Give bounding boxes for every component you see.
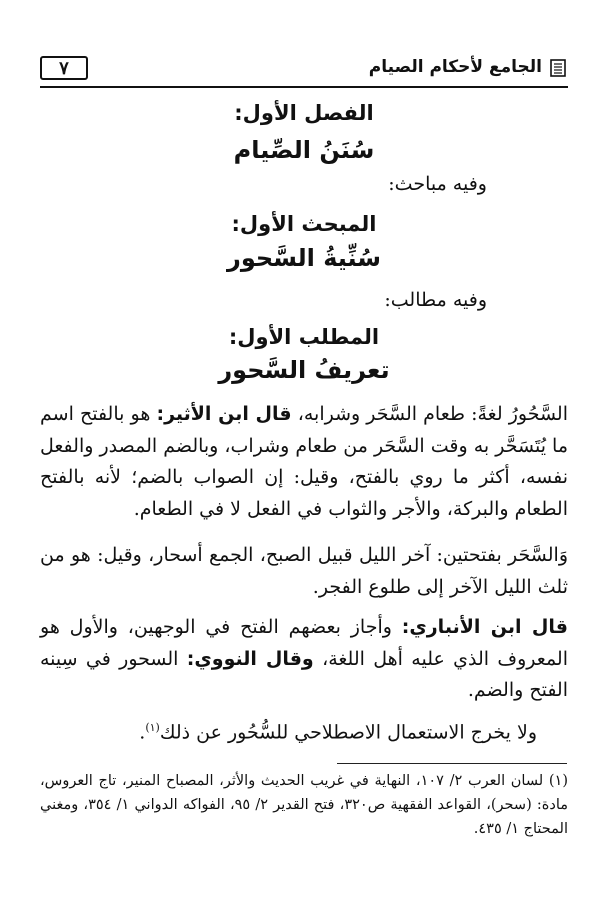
subsection-label: المطلب الأول: bbox=[228, 325, 380, 349]
footnote-reference[interactable]: (١) bbox=[145, 721, 160, 734]
section-intro: وفيه مطالب: bbox=[384, 289, 487, 311]
paragraph-text: ولا يخرج الاستعمال الاصطلاحي للسُّحُور عن ذلك bbox=[159, 721, 537, 744]
subsection-title: تعريفُ السَّحور bbox=[218, 356, 390, 384]
page-header bbox=[40, 56, 568, 86]
paragraph-text: . bbox=[139, 721, 146, 744]
chapter-label: الفصل الأول: bbox=[234, 101, 374, 125]
page-number: ٧ bbox=[40, 56, 88, 80]
book-title: الجامع لأحكام الصيام bbox=[368, 57, 542, 77]
scholar-name: قال ابن الأنباري: bbox=[401, 616, 568, 638]
scholar-name: وقال النووي: bbox=[186, 647, 314, 670]
paragraph-definition bbox=[40, 399, 568, 525]
paragraph-text: السَّحُورُ لغةً: طعام السَّحَر وشرابه، bbox=[291, 403, 568, 425]
paragraph-conclusion bbox=[139, 721, 537, 743]
paragraph-text: السحور في سِينه الفتح والضم. bbox=[40, 647, 568, 701]
paragraph-text: وَالسَّحَر بفتحتين: آخر الليل قبيل الصبح، الجمع أسحار، وقيل: هو من ثلث الليل الآخر إلى طلوع الفجر. bbox=[40, 544, 568, 598]
header-rule bbox=[40, 86, 568, 88]
paragraph-sahar bbox=[40, 540, 568, 603]
chapter-title: سُنَنُ الصِّيام bbox=[233, 136, 375, 164]
book-icon bbox=[548, 58, 568, 78]
chapter-intro: وفيه مباحث: bbox=[388, 173, 487, 195]
section-label: المبحث الأول: bbox=[231, 212, 377, 236]
paragraph-text: هو بالفتح اسم ما يُتَسَحَّر به وقت السَّحَر من طعام وشراب، وبالضم المصدر والفعل نفسه، أكثر ما روي بالفتح، وقيل: إن الصواب بالضم؛ لأنه بالفتح الطعام والبركة، والأجر والثواب في الفعل لا في الطعام. bbox=[40, 403, 568, 520]
paragraph-text: وأجاز بعضهم الفتح في الوجهين، والأول هو المعروف الذي عليه أهل اللغة، bbox=[40, 616, 569, 670]
paragraph-scholars bbox=[40, 612, 568, 707]
footnote: (١) لسان العرب ٢/ ١٠٧، النهاية في غريب الحديث والأثر، المصباح المنير، تاج العروس، مادة: (سحر)، القواعد الفقهية ص٣٢٠، فتح القدير ٢/ ٩٥، الفواكه الدواني ١/ ٣٥٤، ومغني المحتاج ١/ ٤٣٥. bbox=[40, 773, 569, 837]
footnote-divider bbox=[337, 763, 567, 764]
section-title: سُنِّيةُ السَّحور bbox=[227, 244, 381, 272]
scholar-name: قال ابن الأثير: bbox=[156, 403, 292, 425]
